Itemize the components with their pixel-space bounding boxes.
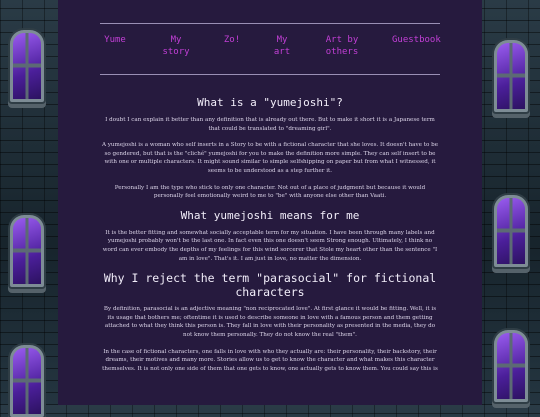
paragraph: A yumejoshi is a woman who self inserts in a Story to be with a fictional character that she loves. It doesn't have to be so gendered, but that is the "cliché" yumejoshi for you to make the definition more simple. They can self insert to be with one or multiple characters. It might sound similar to simple selfshipping on paper but from what I witnessed, it seems to be understood as a step further it. bbox=[101, 142, 439, 174]
castle-window-decoration bbox=[10, 30, 44, 102]
section-what-yumejoshi-means bbox=[100, 209, 440, 263]
paragraph: It is the better fitting and somewhat socially acceptable term for my situation. I have been through many labels and yumejoshi probably won't be the last one. In fact even this one doesn't seem Strong enough. Ultimately, I think no word can ever embody the depths of my feelings for this wind sorcerer that Stole my heart other than the sentence "I am in love". That's it. I am just in love, no matter the dimension. bbox=[102, 229, 438, 262]
nav-divider bbox=[100, 74, 440, 75]
nav-link-guestbook[interactable]: Guestbook bbox=[392, 35, 441, 45]
nav-link-yume[interactable]: Yume bbox=[104, 35, 126, 45]
nav-link-my-story[interactable]: My story bbox=[162, 35, 190, 57]
castle-window-decoration bbox=[494, 330, 528, 402]
paragraph: By definition, parasocial is an adjective meaning "non reciprocated love". At first glance it would be fitting. Well, it is its usage that bothers me; oftentime it is used to describe someone in love with a famous person and them getting attached to what they think this person is. They fall in love with their personality as presented in the media, they do not know them personally. They do not know the real "them". bbox=[103, 306, 437, 338]
article-body bbox=[100, 96, 440, 381]
paragraph: I doubt I can explain it better than any definition that is already out there. But to make it short it is a Japanese term that could be translated to "dreaming girl". bbox=[105, 117, 435, 132]
section-heading: Why I reject the term "parasocial" for fictional characters bbox=[103, 271, 437, 300]
paragraph: Personally I am the type who stick to only one character. Not out of a place of judgment but because it would personally feel emotionally weird to me to "be" with anyone else other than Vaati. bbox=[114, 184, 426, 200]
top-divider bbox=[100, 23, 440, 24]
section-heading: What yumejoshi means for me bbox=[180, 208, 360, 222]
section-what-is-yumejoshi bbox=[100, 96, 440, 201]
section-reject-parasocial bbox=[100, 271, 440, 373]
paragraph: In the case of fictional characters, one falls in love with who they actually are: their personality, their backstory, their dreams, their motives and many more. Stories allow us to get to know the character and what makes this character themselves. It is not only one side of them that one gets to know, one actually gets to know them. You could say this is bbox=[102, 348, 438, 372]
castle-window-decoration bbox=[10, 345, 44, 417]
nav-link-zo[interactable]: Zo! bbox=[223, 35, 241, 45]
castle-window-decoration bbox=[494, 195, 528, 267]
castle-window-decoration bbox=[494, 40, 528, 112]
castle-window-decoration bbox=[10, 215, 44, 287]
nav-link-art-by-others[interactable]: Art by others bbox=[325, 35, 359, 57]
section-heading: What is a "yumejoshi"? bbox=[197, 96, 343, 109]
top-navigation bbox=[100, 34, 440, 58]
nav-link-my-art[interactable]: My art bbox=[273, 35, 291, 57]
main-content-panel bbox=[58, 0, 482, 405]
